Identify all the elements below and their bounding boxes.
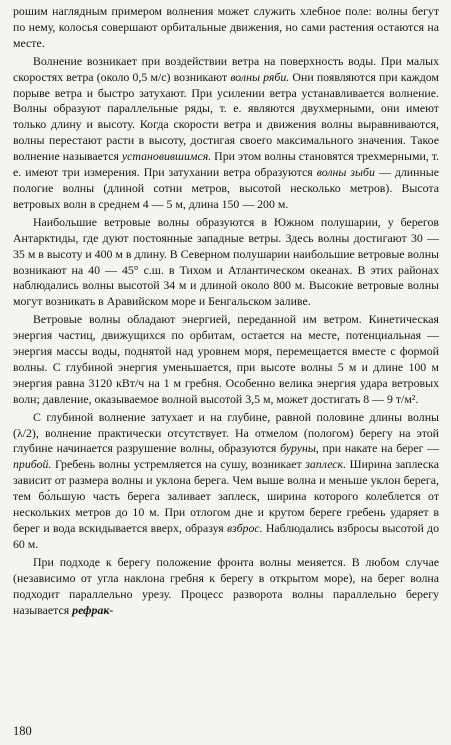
emphasized-term: прибой. [13,457,52,472]
text-run: Они появляются при каждом порыве ветра и быстро затухают. При усилении ветра устанавливается волнение. Волны образуют параллельные ряды, т. е. являются двухмерными, они имеют только длину и высоту. Когда скорости ветра и движения волны выравниваются, волны перестают расти в высоту, достигая своего максимального значения. Такое волнение называется [13,69,439,164]
text-run: рошим наглядным примером волнения может служить хлебное поле: волны бегут по нему, колосья совершают орбитальные движения, но сами растения остаются на месте. [13,4,439,50]
body-text [13,4,439,618]
emphasized-term: установившимся. [121,149,212,164]
text-run: Гребень волны устремляется на сушу, возникает [51,457,306,472]
emphasized-term: взброс. [226,521,263,535]
text-run: Ветровые волны обладают энергией, переданной им ветром. Кинетическая энергия частиц, движущихся по орбитам, остается на месте, потенциальная — энергия массы воды, поднятой над уровнем моря, перемещается вместе с формой волны. С глубиной энергия уменьшается, при высоте волны 5 м и длине 100 м энергия равна 3120 кВт/ч на 1 м гребня. Особенно велика энергия удара ветровых волн; давление, оказываемое волной высотой 3,5 м, может достигать 8 — 9 т/м². [13,312,439,406]
page-number: 180 [13,724,32,738]
text-run: Наибольшие ветровые волны образуются в Южном полушарии, у берегов Антарктиды, где дуют постоянные западные ветры. Здесь волны достигают 30 — 35 м в высоту и 400 м в длину. В Северном полушарии наибольшие ветровые волны возникают на 40 — 45° с.ш. в Тихом и Атлантическом океанах. В этих районах наблюдались волны высотой 34 м и длиной около 800 м. Высокие ветровые волны могут возникать в Аравийском море и Бенгальском заливе. [13,214,439,309]
text-run: Волнение возникает при воздействии ветра на поверхность воды. При малых скоростях ветра (около 0,5 м/с) возникают [13,53,439,84]
paragraph-6 [13,555,439,619]
text-run: При подходе к берегу положение фронта волны меняется. В любом случае (независимо от угла наклона гребня к берегу в открытом море), на берег волна подходит параллельно урезу. Процесс разворота волны параллельно берегу называется [13,554,439,617]
emphasized-term: волны ряби. [230,69,290,84]
text-run: Ширина заплеска зависит от размера волны и уклона берега. Чем выше волна и меньше уклон берега, тем бо́льшую часть берега заливает заплеск, ширина которого колеблется от нескольких метров до 10 м. При отлогом дне и крутом береге гребень ударяет в берег и вода вскидывается вверх, образуя [13,457,440,535]
text-run: С глубиной волнение затухает и на глубине, равной половине длины волны (λ/2), волнение практически отсутствует. На отмелом (пологом) берегу на этой глубине начинается разрушение волны, образуются [13,409,439,456]
emphasized-term: буруны [280,441,316,456]
text-run: Наблюдались взбросы высотой до 60 м. [13,521,439,551]
text-run: При этом волны становятся трехмерными, т. е. имеют три измерения. При затухании ветра образуются [13,149,439,180]
paragraph-5 [13,410,439,553]
text-run: — длинные пологие волны (длиной сотни метров, высотой несколько метров). Высота ветровых волн в среднем 4 — 5 м, длина 150 — 200 м. [13,165,439,211]
emphasized-term: волны зыби [316,165,375,180]
paragraph-4 [13,312,439,407]
emphasized-term: заплеск. [305,457,347,472]
paragraph-1 [13,4,439,52]
paragraph-2 [13,54,439,213]
paragraph-3 [13,215,439,310]
emphasized-term: рефрак- [72,602,114,617]
text-run: , при накате на берег — [315,441,439,456]
